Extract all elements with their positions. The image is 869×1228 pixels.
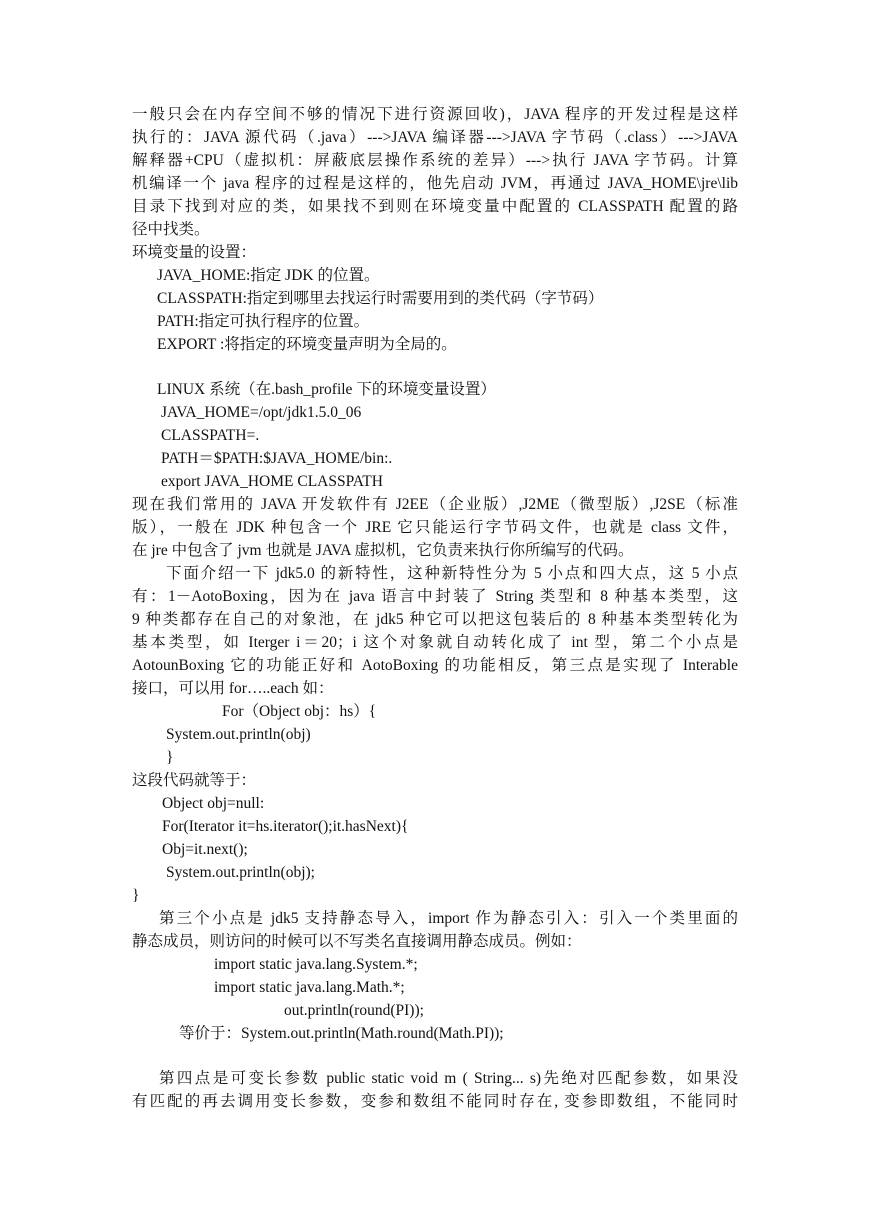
text-line: 版），一般在 JDK 种包含一个 JRE 它只能运行字节码文件，也就是 class 文件， xyxy=(132,519,738,536)
text-line: 径中找类。 xyxy=(132,221,210,238)
code-line: Object obj=null: xyxy=(162,795,265,812)
text-line: 一般只会在内存空间不够的情况下进行资源回收)，JAVA 程序的开发过程是这样 xyxy=(132,106,738,123)
code-line: JAVA_HOME=/opt/jdk1.5.0_06 xyxy=(161,404,362,421)
text-line: 解释器+CPU（虚拟机：屏蔽底层操作系统的差异）--->执行 JAVA 字节码。计算 xyxy=(132,152,738,169)
code-line: For（Object obj：hs）{ xyxy=(222,703,377,720)
code-line: import static java.lang.Math.*; xyxy=(214,979,405,996)
code-line: } xyxy=(132,887,140,904)
text-line: 在 jre 中包含了 jvm 也就是 JAVA 虚拟机，它负责来执行你所编写的代码。 xyxy=(132,542,634,559)
code-line: export JAVA_HOME CLASSPATH xyxy=(161,473,383,490)
section-heading: 环境变量的设置： xyxy=(132,244,257,261)
text-line: 机编译一个 java 程序的过程是这样的，他先启动 JVM，再通过 JAVA_HOME\jre\lib xyxy=(132,175,738,192)
code-line: For(Iterator it=hs.iterator();it.hasNext){ xyxy=(162,818,409,835)
text-line: 接口，可以用 for…..each 如： xyxy=(132,680,334,697)
text-line: 有匹配的再去调用变长参数，变参和数组不能同时存在, 变参即数组，不能同时 xyxy=(132,1093,738,1110)
code-line: PATH＝$PATH:$JAVA_HOME/bin:. xyxy=(161,450,393,467)
text-line: CLASSPATH:指定到哪里去找运行时需要用到的类代码（字节码） xyxy=(157,290,604,307)
text-line: 现在我们常用的 JAVA 开发软件有 J2EE（企业版）,J2ME（微型版）,J2SE（标准 xyxy=(132,496,738,513)
text-line: AotounBoxing 它的功能正好和 AotoBoxing 的功能相反，第三点是实现了 Interable xyxy=(132,657,738,674)
text-line: 静态成员，则访问的时候可以不写类名直接调用静态成员。例如： xyxy=(132,933,582,950)
code-line: out.println(round(PI)); xyxy=(284,1002,424,1019)
text-line: 执行的：JAVA 源代码（.java）--->JAVA 编译器--->JAVA 字节码（.class）--->JAVA xyxy=(132,129,738,146)
code-line: } xyxy=(166,749,174,766)
code-line: System.out.println(obj) xyxy=(166,726,311,743)
text-line: 基本类型，如 Iterger i＝20；i 这个对象就自动转化成了 int 型，第二个小点是 xyxy=(132,634,738,651)
text-line: 第三个小点是 jdk5 支持静态导入，import 作为静态引入：引入一个类里面的 xyxy=(159,910,738,927)
code-line: CLASSPATH=. xyxy=(161,427,260,444)
text-line: 下面介绍一下 jdk5.0 的新特性，这种新特性分为 5 小点和四大点，这 5 小点 xyxy=(166,565,738,582)
text-line: PATH:指定可执行程序的位置。 xyxy=(157,313,370,330)
text-line: 第四点是可变长参数 public static void m ( String... s)先绝对匹配参数，如果没 xyxy=(159,1070,738,1087)
text-line: 9 种类都存在自己的对象池，在 jdk5 种它可以把这包装后的 8 种基本类型转化为 xyxy=(132,611,738,628)
text-line: 这段代码就等于： xyxy=(132,772,257,789)
text-line: 目录下找到对应的类，如果找不到则在环境变量中配置的 CLASSPATH 配置的路 xyxy=(132,198,738,215)
text-line: EXPORT :将指定的环境变量声明为全局的。 xyxy=(157,336,457,353)
code-line: import static java.lang.System.*; xyxy=(214,956,418,973)
text-line: 等价于：System.out.println(Math.round(Math.PI)); xyxy=(179,1025,504,1042)
text-line: JAVA_HOME:指定 JDK 的位置。 xyxy=(157,267,380,284)
text-line: LINUX 系统（在.bash_profile 下的环境变量设置） xyxy=(157,381,496,398)
code-line: Obj=it.next(); xyxy=(162,841,248,858)
text-line: 有：1－AotoBoxing，因为在 java 语言中封装了 String 类型和 8 种基本类型，这 xyxy=(132,588,738,605)
code-line: System.out.println(obj); xyxy=(166,864,315,881)
